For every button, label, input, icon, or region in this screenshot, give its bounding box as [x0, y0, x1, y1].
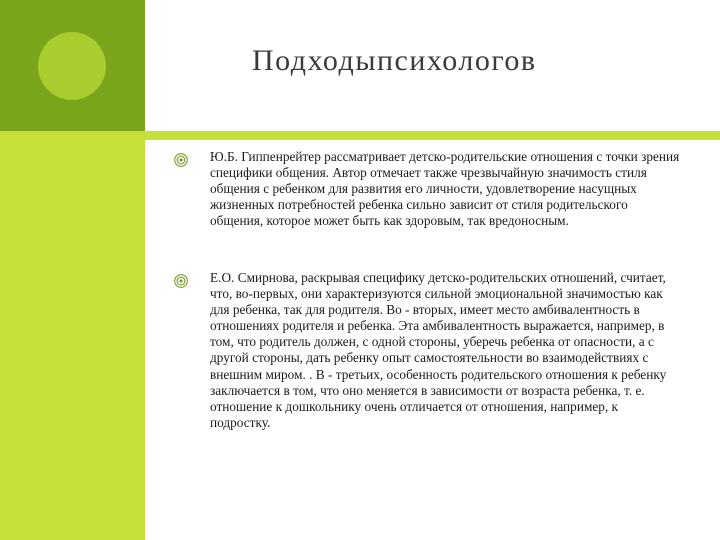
- sidebar-bottom-panel: [0, 131, 145, 540]
- circle-bullet-icon: [173, 273, 189, 289]
- bullet-paragraph-smirnova: Е.О. Смирнова, раскрывая специфику детско-родительских отношений, считает, что, во-первых, они характеризуются сильной эмоциональной значимостью как для ребенка, так для родителя. Во - вторых, имеет место амбивалентность в отношениях родителя и ребенка. Эта амбивалентность выражается, например, в том, что родитель должен, с одной стороны, уберечь ребенка от опасности, а с другой стороны, дать ребенку опыт самостоятельности во взаимодействиях с внешним миром. . В - третьих, особенность родительского отношения к ребенку заключается в том, что оно меняется в зависимости от возраста ребенка, т. е. отношение к дошкольнику очень отличается от отношения, например, к подростку.: [210, 270, 667, 430]
- circle-bullet-icon: [173, 152, 189, 168]
- decorative-circle: [38, 32, 106, 100]
- slide-title: Подходыпсихологов: [252, 44, 537, 77]
- bullet-paragraph-gippenreiter: Ю.Б. Гиппенрейтер рассматривает детско-родительские отношения с точки зрения специфики общения. Автор отмечает также чрезвычайную значимость стиля общения с ребенком для развития его личности, удовлетворение насущных жизненных потребностей ребенка сильно зависит от стиля родительского общения, которое может быть как здоровым, так вредоносным.: [210, 149, 680, 229]
- header-divider: [145, 131, 720, 140]
